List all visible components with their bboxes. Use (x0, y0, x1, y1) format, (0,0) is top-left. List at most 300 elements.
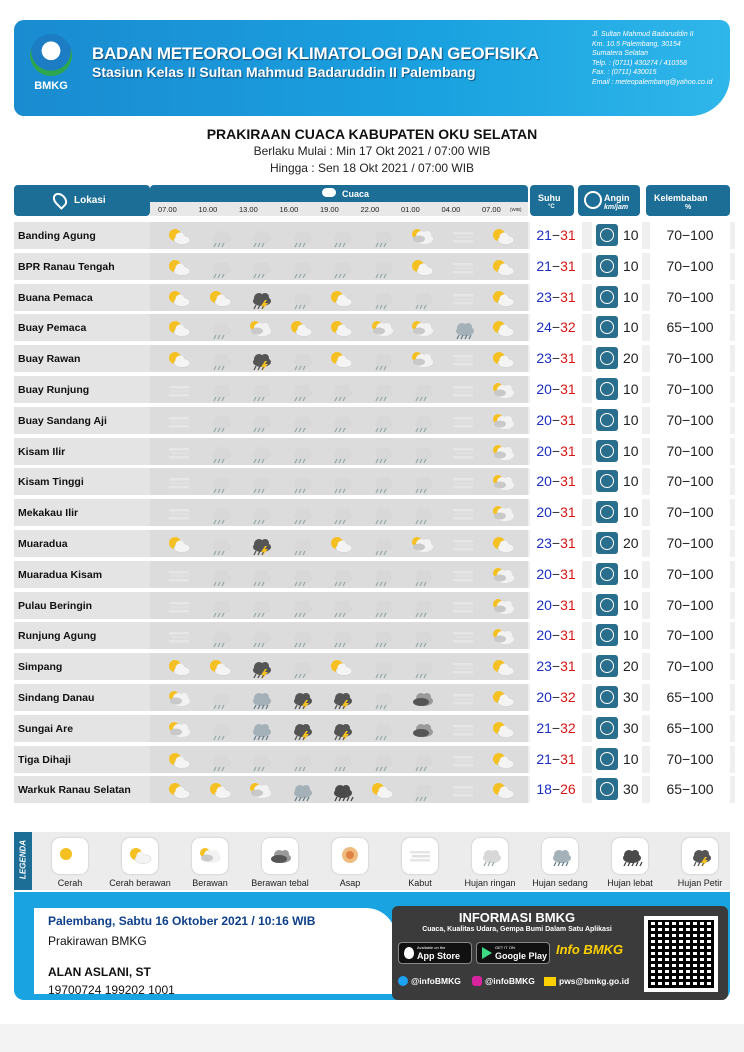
humidity: 65−100 (650, 776, 730, 803)
compass-icon (596, 255, 618, 277)
location-name: Buay Pemaca (14, 314, 150, 341)
light-rain-icon (288, 379, 314, 401)
humidity: 70−100 (650, 253, 730, 280)
legend-item (240, 838, 320, 888)
wind-speed: 10 (623, 504, 639, 521)
light-rain-icon (207, 687, 233, 709)
partly-cloudy-icon (409, 256, 435, 278)
light-rain-icon (207, 595, 233, 617)
station-name: Stasiun Kelas II Sultan Mahmud Badaruddin II Palembang (92, 64, 476, 80)
email-icon (544, 977, 556, 986)
light-rain-icon (207, 564, 233, 586)
compass-icon (596, 594, 618, 616)
google-play-button[interactable]: GET IT ON Google Play (476, 942, 550, 964)
light-rain-icon (288, 471, 314, 493)
thunderstorm-icon (247, 656, 273, 678)
wind-speed: 20 (623, 350, 639, 367)
legend-item (30, 838, 110, 888)
fog-icon (450, 533, 476, 555)
table-row (14, 284, 730, 311)
cloudy-icon (409, 317, 435, 339)
wind-speed: 10 (623, 750, 639, 767)
table-row (14, 468, 730, 495)
light-rain-icon (369, 595, 395, 617)
thunderstorm-icon (288, 718, 314, 740)
temperature: 21−32 (530, 715, 582, 742)
location-name: Simpang (14, 653, 150, 680)
compass-icon (596, 748, 618, 770)
thunderstorm-icon (288, 687, 314, 709)
light-rain-icon (369, 441, 395, 463)
compass-icon (596, 686, 618, 708)
wind (592, 253, 642, 280)
time-label: 07.00 (158, 205, 177, 214)
table-row (14, 499, 730, 526)
location-pin-icon (50, 190, 70, 210)
wind-speed: 10 (623, 473, 639, 490)
light-rain-icon (369, 533, 395, 555)
light-rain-icon (247, 749, 273, 771)
light-rain-icon (409, 595, 435, 617)
thunderstorm-icon (247, 287, 273, 309)
wind-speed: 10 (623, 257, 639, 274)
table-row (14, 776, 730, 803)
partly-cloudy-icon (328, 533, 354, 555)
partly-cloudy-icon (166, 256, 192, 278)
fog-icon (166, 502, 192, 524)
partly-cloudy-icon (490, 348, 516, 370)
light-rain-icon (247, 410, 273, 432)
fog-icon (450, 687, 476, 709)
light-rain-icon (288, 595, 314, 617)
fog-icon (166, 595, 192, 617)
info-bmkg-app[interactable]: Info BMKG (556, 942, 624, 957)
light-rain-icon (369, 410, 395, 432)
light-rain-icon (207, 410, 233, 432)
wind-icon (584, 191, 602, 209)
wind (592, 284, 642, 311)
cloudy-icon (192, 838, 228, 874)
fog-icon (450, 718, 476, 740)
thunderstorm-icon (328, 718, 354, 740)
fog-icon (450, 625, 476, 647)
light-rain-icon (409, 379, 435, 401)
light-rain-icon (207, 533, 233, 555)
location-name: BPR Ranau Tengah (14, 253, 150, 280)
location-name: Kisam Tinggi (14, 468, 150, 495)
info-bmkg-panel (392, 906, 728, 1000)
table-row (14, 376, 730, 403)
overcast-icon (409, 718, 435, 740)
cloudy-icon (247, 779, 273, 801)
humidity: 70−100 (650, 407, 730, 434)
wind (592, 222, 642, 249)
light-rain-icon (369, 564, 395, 586)
light-rain-icon (409, 625, 435, 647)
light-rain-icon (328, 379, 354, 401)
legend-item (100, 838, 180, 888)
light-rain-icon (369, 348, 395, 370)
location-name: Buana Pemaca (14, 284, 150, 311)
compass-icon (596, 624, 618, 646)
logo-text: BMKG (34, 80, 68, 92)
compass-icon (596, 224, 618, 246)
partly-cloudy-icon (207, 779, 233, 801)
partly-cloudy-icon (369, 779, 395, 801)
light-rain-icon (247, 625, 273, 647)
wind (592, 314, 642, 341)
twitter-handle[interactable]: @infoBMKG (411, 976, 461, 986)
temperature: 20−31 (530, 622, 582, 649)
thunderstorm-icon (328, 687, 354, 709)
partly-cloudy-icon (166, 348, 192, 370)
wind-speed: 30 (623, 689, 639, 705)
wind (592, 407, 642, 434)
light-rain-icon (288, 287, 314, 309)
time-label: 19.00 (320, 205, 339, 214)
table-row (14, 407, 730, 434)
partly-cloudy-icon (490, 749, 516, 771)
compass-icon (596, 532, 618, 554)
temperature: 20−31 (530, 561, 582, 588)
fog-icon (450, 564, 476, 586)
fog-icon (166, 410, 192, 432)
header-kelembaban: Kelembaban % (646, 185, 730, 216)
wind (592, 715, 642, 742)
partly-cloudy-icon (490, 317, 516, 339)
temperature: 23−31 (530, 653, 582, 680)
wind (592, 592, 642, 619)
legend-label: Berawan (192, 878, 228, 888)
light-rain-icon (207, 379, 233, 401)
haze-icon (332, 838, 368, 874)
humidity: 65−100 (650, 715, 730, 742)
location-name: Runjung Agung (14, 622, 150, 649)
wind-speed: 10 (623, 319, 639, 336)
partly-cloudy-icon (166, 656, 192, 678)
humidity: 70−100 (650, 653, 730, 680)
moderate-rain-icon (542, 838, 578, 874)
partly-cloudy-icon (207, 656, 233, 678)
light-rain-icon (409, 410, 435, 432)
fog-icon (450, 471, 476, 493)
valid-to: Hingga : Sen 18 Okt 2021 / 07:00 WIB (269, 161, 475, 175)
fog-icon (450, 656, 476, 678)
wind-speed: 10 (623, 596, 639, 613)
partly-cloudy-icon (490, 779, 516, 801)
compass-icon (596, 717, 618, 739)
partly-cloudy-icon (490, 225, 516, 247)
compass-icon (596, 470, 618, 492)
qr-code[interactable] (644, 916, 718, 992)
light-rain-icon (288, 564, 314, 586)
compass-icon (596, 440, 618, 462)
partly-cloudy-icon (490, 656, 516, 678)
light-rain-icon (207, 256, 233, 278)
fog-icon (166, 564, 192, 586)
light-rain-icon (369, 625, 395, 647)
location-name: Pulau Beringin (14, 592, 150, 619)
location-name: Tiga Dihaji (14, 746, 150, 773)
wind (592, 376, 642, 403)
light-rain-icon (328, 595, 354, 617)
time-label: 01.00 (401, 205, 420, 214)
partly-cloudy-icon (122, 838, 158, 874)
legend-item (310, 838, 390, 888)
time-label: 07.00 (482, 205, 501, 214)
table-row (14, 715, 730, 742)
table-row (14, 222, 730, 249)
light-rain-icon (409, 656, 435, 678)
location-name: Warkuk Ranau Selatan (14, 776, 150, 803)
cloudy-icon (247, 317, 273, 339)
humidity: 70−100 (650, 530, 730, 557)
fog-icon (450, 410, 476, 432)
compass-icon (596, 409, 618, 431)
app-store-button[interactable]: Available on the App Store (398, 942, 472, 964)
wind-speed: 10 (623, 411, 639, 428)
temperature: 23−31 (530, 284, 582, 311)
temperature: 20−31 (530, 468, 582, 495)
moderate-rain-icon (450, 317, 476, 339)
light-rain-icon (328, 225, 354, 247)
temperature: 23−31 (530, 530, 582, 557)
table-row (14, 684, 730, 711)
light-rain-icon (247, 471, 273, 493)
heavy-rain-icon (612, 838, 648, 874)
cloudy-icon (409, 225, 435, 247)
wind (592, 561, 642, 588)
legend-item (380, 838, 460, 888)
light-rain-icon (207, 502, 233, 524)
info-subtitle: Cuaca, Kualitas Udara, Gempa Bumi Dalam Satu Aplikasi (422, 926, 612, 933)
location-name: Buay Rawan (14, 345, 150, 372)
light-rain-icon (288, 348, 314, 370)
compass-icon (596, 655, 618, 677)
light-rain-icon (328, 441, 354, 463)
fog-icon (450, 441, 476, 463)
light-rain-icon (247, 502, 273, 524)
wind-speed: 10 (623, 288, 639, 305)
light-rain-icon (288, 533, 314, 555)
fog-icon (402, 838, 438, 874)
light-rain-icon (369, 656, 395, 678)
fog-icon (166, 625, 192, 647)
wind-speed: 30 (623, 781, 639, 798)
fog-icon (450, 502, 476, 524)
cloudy-icon (490, 441, 516, 463)
cloudy-icon (490, 625, 516, 647)
play-icon (482, 947, 492, 959)
humidity: 70−100 (650, 561, 730, 588)
wind-speed: 10 (623, 227, 639, 243)
info-title: INFORMASI BMKG (458, 910, 576, 925)
header-cuaca: Cuaca (150, 185, 528, 202)
light-rain-icon (369, 749, 395, 771)
temperature: 18−26 (530, 776, 582, 803)
header-angin: Angin km/jam (578, 185, 640, 216)
cloudy-icon (490, 595, 516, 617)
cloudy-icon (490, 471, 516, 493)
wind (592, 653, 642, 680)
partly-cloudy-icon (328, 656, 354, 678)
fog-icon (166, 379, 192, 401)
fog-icon (450, 287, 476, 309)
light-rain-icon (369, 287, 395, 309)
legend-label: Hujan lebat (607, 878, 653, 888)
wind (592, 499, 642, 526)
location-name: Muaradua Kisam (14, 561, 150, 588)
location-name: Mekakau Ilir (14, 499, 150, 526)
partly-cloudy-icon (288, 317, 314, 339)
light-rain-icon (247, 564, 273, 586)
light-rain-icon (409, 779, 435, 801)
cloudy-icon (490, 410, 516, 432)
cloudy-icon (166, 718, 192, 740)
instagram-handle[interactable]: @infoBMKG (485, 976, 535, 986)
light-rain-icon (288, 225, 314, 247)
compass-icon (596, 316, 618, 338)
wind-speed: 20 (623, 658, 639, 675)
temperature: 20−32 (530, 684, 582, 711)
light-rain-icon (207, 348, 233, 370)
light-rain-icon (207, 225, 233, 247)
forecaster-name: ALAN ASLANI, ST (48, 965, 151, 979)
wind (592, 684, 642, 711)
temperature: 20−31 (530, 499, 582, 526)
partly-cloudy-icon (490, 533, 516, 555)
overcast-icon (409, 687, 435, 709)
light-rain-icon (207, 625, 233, 647)
moderate-rain-icon (288, 779, 314, 801)
wind-speed: 20 (623, 535, 639, 551)
partly-cloudy-icon (490, 687, 516, 709)
light-rain-icon (409, 502, 435, 524)
partly-cloudy-icon (490, 718, 516, 740)
cloudy-icon (409, 348, 435, 370)
light-rain-icon (328, 564, 354, 586)
footer-role: Prakirawan BMKG (48, 934, 147, 948)
light-rain-icon (369, 379, 395, 401)
footer-date: Palembang, Sabtu 16 Oktober 2021 / 10:16 WIB (48, 914, 316, 928)
humidity: 70−100 (650, 592, 730, 619)
light-rain-icon (247, 595, 273, 617)
location-name: Buay Runjung (14, 376, 150, 403)
wind (592, 438, 642, 465)
partly-cloudy-icon (490, 287, 516, 309)
light-rain-icon (288, 256, 314, 278)
header-lokasi: Lokasi (14, 185, 150, 216)
legend-label: Kabut (408, 878, 432, 888)
partly-cloudy-icon (166, 533, 192, 555)
cloudy-icon (490, 502, 516, 524)
light-rain-icon (369, 471, 395, 493)
light-rain-icon (328, 256, 354, 278)
partly-cloudy-icon (166, 317, 192, 339)
cloudy-icon (490, 564, 516, 586)
wind (592, 622, 642, 649)
partly-cloudy-icon (328, 348, 354, 370)
instagram-icon (472, 976, 482, 986)
table-row (14, 746, 730, 773)
legend-item (450, 838, 530, 888)
legend-item (170, 838, 250, 888)
light-rain-icon (328, 625, 354, 647)
legend-item (590, 838, 670, 888)
table-row (14, 653, 730, 680)
thunderstorm-icon (247, 348, 273, 370)
location-name: Sungai Are (14, 715, 150, 742)
time-row (150, 202, 528, 216)
light-rain-icon (369, 502, 395, 524)
apple-icon (404, 947, 414, 959)
sunny-icon (52, 838, 88, 874)
thunderstorm-icon (682, 838, 718, 874)
header-banner (14, 20, 730, 116)
light-rain-icon (288, 410, 314, 432)
humidity: 70−100 (650, 284, 730, 311)
table-row (14, 592, 730, 619)
wind-speed: 10 (623, 442, 639, 459)
light-rain-icon (207, 441, 233, 463)
fog-icon (450, 779, 476, 801)
light-rain-icon (409, 749, 435, 771)
table-row (14, 622, 730, 649)
email-address[interactable]: pws@bmkg.go.id (559, 976, 630, 986)
fog-icon (166, 441, 192, 463)
wind (592, 468, 642, 495)
light-rain-icon (288, 656, 314, 678)
table-row (14, 314, 730, 341)
wind-speed: 10 (623, 565, 639, 582)
overcast-icon (262, 838, 298, 874)
time-label: 04.00 (441, 205, 461, 214)
temperature: 20−31 (530, 438, 582, 465)
humidity: 70−100 (650, 345, 730, 372)
light-rain-icon (288, 749, 314, 771)
light-rain-icon (247, 379, 273, 401)
light-rain-icon (207, 718, 233, 740)
fog-icon (450, 225, 476, 247)
cloudy-icon (369, 317, 395, 339)
light-rain-icon (472, 838, 508, 874)
location-name: Muaradua (14, 530, 150, 557)
humidity: 65−100 (650, 684, 730, 711)
light-rain-icon (328, 410, 354, 432)
partly-cloudy-icon (166, 287, 192, 309)
valid-from: Berlaku Mulai : Min 17 Okt 2021 / 07:00 WIB (253, 144, 491, 158)
light-rain-icon (369, 256, 395, 278)
table-row (14, 438, 730, 465)
compass-icon (596, 286, 618, 308)
temperature: 21−31 (530, 222, 582, 249)
light-rain-icon (409, 471, 435, 493)
legend-item (520, 838, 600, 888)
temperature: 20−31 (530, 376, 582, 403)
partly-cloudy-icon (166, 225, 192, 247)
humidity: 70−100 (650, 622, 730, 649)
fog-icon (450, 256, 476, 278)
header-suhu: Suhu °C (530, 185, 574, 216)
legend-label: Asap (339, 878, 361, 888)
temperature: 21−31 (530, 253, 582, 280)
compass-icon (596, 378, 618, 400)
cloudy-icon (409, 533, 435, 555)
bmkg-logo (26, 34, 76, 98)
light-rain-icon (369, 718, 395, 740)
compass-icon (596, 563, 618, 585)
light-rain-icon (328, 749, 354, 771)
